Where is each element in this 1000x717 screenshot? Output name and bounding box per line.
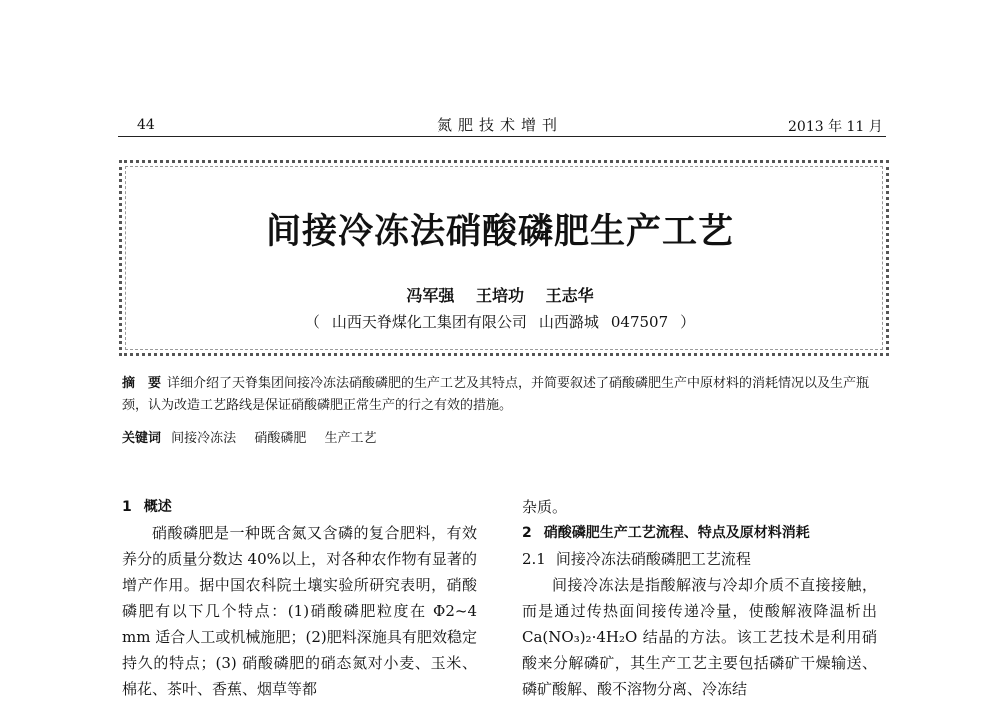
author-list <box>0 283 1000 306</box>
article-title: 间接冷冻法硝酸磷肥生产工艺 <box>265 212 734 252</box>
left-column <box>122 494 477 702</box>
body-paragraph: 间接冷冻法是指酸解液与冷却介质不直接接触，而是通过传热面间接传递冷量，使酸解液降温析出 Ca(NO₃)₂·4H₂O 结晶的方法。该工艺技术是利用硝酸来分解磷矿，其生产工艺主要包括磷矿干燥输送、磷矿酸解、酸不溶物分离、冷冻结 <box>522 576 877 698</box>
author: 王培功 <box>475 286 524 305</box>
keyword: 硝酸磷肥 <box>254 431 307 446</box>
keywords-label: 关键词 <box>122 431 162 446</box>
affiliation <box>0 311 1000 332</box>
abstract-label: 摘 要 <box>122 376 162 391</box>
abstract-text: 详细介绍了天脊集团间接冷冻法硝酸磷肥的生产工艺及其特点，并简要叙述了硝酸磷肥生产中原材料的消耗情况以及生产瓶颈，认为改造工艺路线是保证硝酸磷肥正常生产的行之有效的措施。 <box>122 376 870 413</box>
keyword: 间接冷冻法 <box>171 431 237 446</box>
header-rule <box>118 136 886 137</box>
author: 王志华 <box>545 286 594 305</box>
right-column <box>522 494 877 702</box>
body-paragraph: 硝酸磷肥是一种既含氮又含磷的复合肥料，有效养分的质量分数达 40%以上，对各种农作物有显著的增产作用。据中国农科院土壤实验所研究表明，硝酸磷肥有以下几个特点：(1)硝酸磷肥粒度在 Φ2~4 mm 适合人工或机械施肥；(2)肥料深施具有肥效稳定持久的特点；(3) 硝酸磷肥的硝态氮对小麦、玉米、棉花、茶叶、香蕉、烟草等都 <box>122 524 477 698</box>
subsection-number: 2.1 <box>522 550 546 568</box>
affiliation-place: 山西潞城 <box>538 313 599 331</box>
page-number: 44 <box>137 117 155 133</box>
subsection-title: 间接冷冻法硝酸磷肥工艺流程 <box>555 550 751 568</box>
keyword: 生产工艺 <box>324 431 377 446</box>
section-heading <box>122 494 477 520</box>
subsection-heading <box>522 546 877 572</box>
continuation-text: 杂质。 <box>522 498 568 516</box>
section-title: 概述 <box>143 499 172 515</box>
section-number: 2 <box>522 525 532 541</box>
affiliation-open-paren: （ <box>304 313 320 331</box>
keywords <box>122 428 887 450</box>
issue-date: 2013 年 11 月 <box>788 119 883 135</box>
section-number: 1 <box>122 499 132 515</box>
author: 冯军强 <box>406 286 455 305</box>
section-heading <box>522 520 877 546</box>
affiliation-postcode: 047507 <box>610 313 669 331</box>
journal-name: 氮肥技术增刊 <box>437 116 564 134</box>
affiliation-org: 山西天脊煤化工集团有限公司 <box>331 313 527 331</box>
abstract <box>122 373 887 417</box>
affiliation-close-paren: ） <box>680 313 696 331</box>
section-title: 硝酸磷肥生产工艺流程、特点及原材料消耗 <box>543 525 810 541</box>
